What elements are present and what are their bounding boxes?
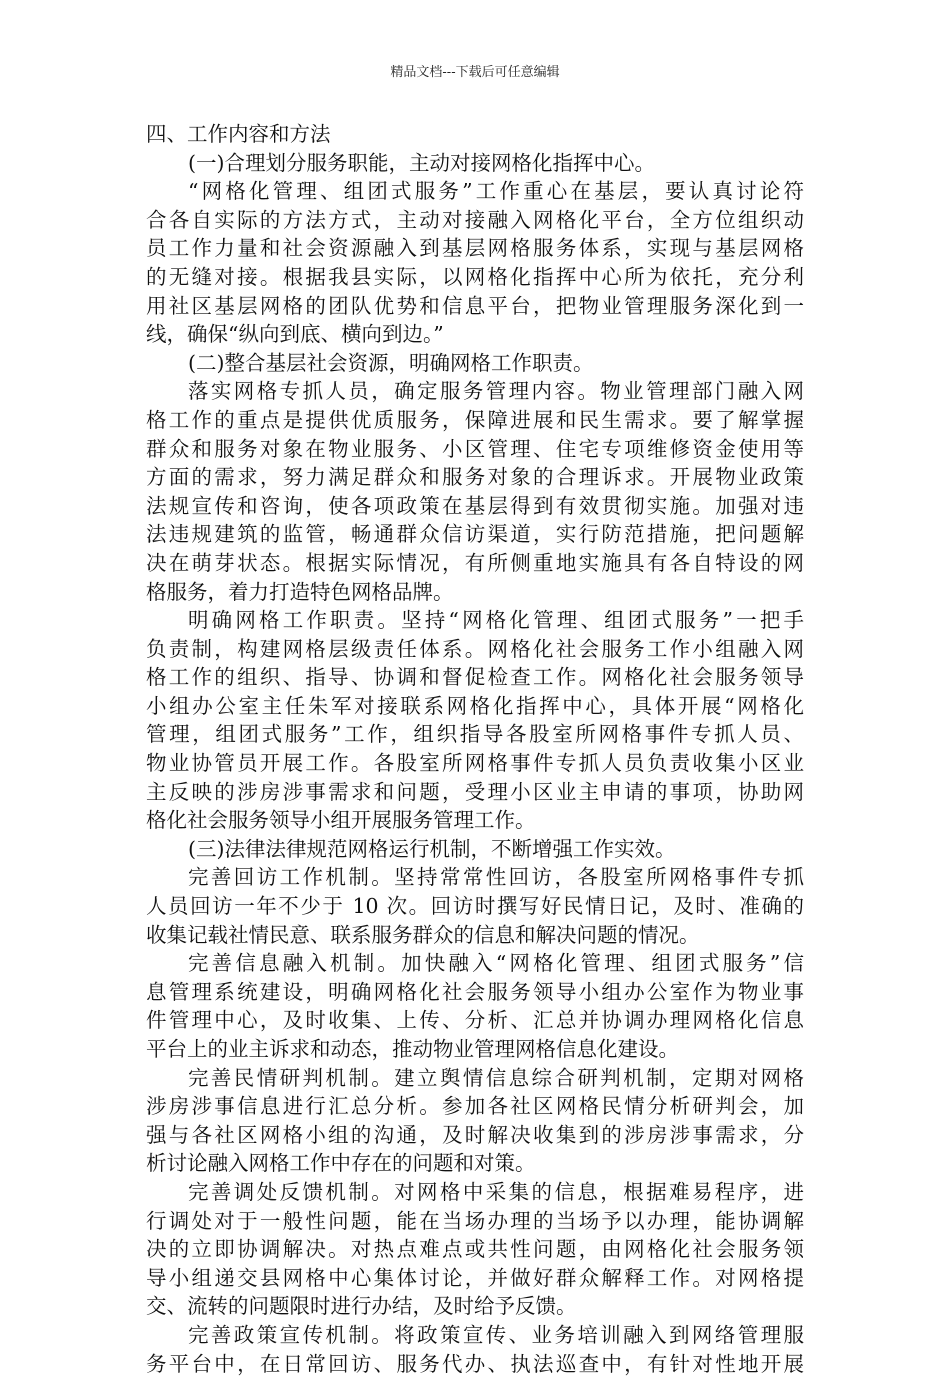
text-line: 交、流转的问题限时进行办结，及时给予反馈。 <box>146 1294 577 1319</box>
text-line: 格服务，着力打造特色网格品牌。 <box>146 579 454 604</box>
text-line: 行调处对于一般性问题，能在当场办理的当场予以办理，能协调解 <box>146 1208 804 1233</box>
text-line: 人员回访一年不少于 10 次。回访时撰写好民情日记，及时、准确的 <box>146 894 804 919</box>
text-line: 主反映的涉房涉事需求和问题，受理小区业主申请的事项，协助网 <box>146 779 804 804</box>
text-line: 用社区基层网格的团队优势和信息平台，把物业管理服务深化到一 <box>146 293 804 318</box>
page-header: 精品文档---下载后可任意编辑 <box>390 65 560 80</box>
text-line: 格工作的重点是提供优质服务，保障进展和民生需求。要了解掌握 <box>146 407 804 432</box>
text-line: 决在萌芽状态。根据实际情况，有所侧重地实施具有各自特设的网 <box>146 550 804 575</box>
text-line: 完善回访工作机制。坚持常常性回访，各股室所网格事件专抓 <box>188 865 804 890</box>
text-line: 息管理系统建设，明确网格化社会服务领导小组办公室作为物业事 <box>146 979 804 1004</box>
text-line: 四、工作内容和方法 <box>146 122 331 146</box>
text-line: (三)法律法律规范网格运行机制，不断增强工作实效。 <box>188 836 676 861</box>
document-body <box>146 120 804 1378</box>
text-line: 群众和服务对象在物业服务、小区管理、住宅专项维修资金使用等 <box>146 436 804 461</box>
text-line: 负责制，构建网格层级责任体系。网格化社会服务工作小组融入网 <box>146 636 804 661</box>
text-line: 完善政策宣传机制。将政策宣传、业务培训融入到网络管理服 <box>188 1322 804 1347</box>
text-line: 格化社会服务领导小组开展服务管理工作。 <box>146 808 536 833</box>
text-line: 平台上的业主诉求和动态，推动物业管理网格信息化建设。 <box>146 1037 679 1061</box>
text-line: 导小组递交县网格中心集体讨论，并做好群众解释工作。对网格提 <box>146 1265 804 1290</box>
text-line: (一)合理划分服务职能，主动对接网格化指挥中心。 <box>188 150 655 175</box>
text-line: 涉房涉事信息进行汇总分析。参加各社区网格民情分析研判会，加 <box>146 1094 804 1119</box>
text-line: 法违规建筑的监管，畅通群众信访渠道，实行防范措施，把问题解 <box>146 522 804 547</box>
text-line: 完善信息融入机制。加快融入“网格化管理、组团式服务”信 <box>188 951 804 976</box>
text-line: 件管理中心，及时收集、上传、分析、汇总并协调办理网格化信息 <box>146 1008 804 1033</box>
text-line: 小组办公室主任朱军对接联系网格化指挥中心，具体开展“网格化 <box>146 693 804 718</box>
text-line: 员工作力量和社会资源融入到基层网格服务体系，实现与基层网格 <box>146 236 804 261</box>
text-line: 物业协管员开展工作。各股室所网格事件专抓人员负责收集小区业 <box>146 751 804 776</box>
text-line: 的无缝对接。根据我县实际，以网格化指挥中心所为依托，充分利 <box>146 264 804 289</box>
text-line: 合各自实际的方法方式，主动对接融入网格化平台，全方位组织动 <box>146 207 804 232</box>
text-line: 强与各社区网格小组的沟通，及时解决收集到的涉房涉事需求，分 <box>146 1122 804 1147</box>
text-line: 线，确保“纵向到底、横向到边。” <box>146 322 444 347</box>
text-line: 完善调处反馈机制。对网格中采集的信息，根据难易程序，进 <box>188 1179 804 1204</box>
text-line: 法规宣传和咨询，使各项政策在基层得到有效贯彻实施。加强对违 <box>146 493 804 518</box>
text-line: 完善民情研判机制。建立舆情信息综合研判机制，定期对网格 <box>188 1065 804 1090</box>
text-line: 务平台中，在日常回访、服务代办、执法巡查中，有针对性地开展 <box>146 1351 804 1376</box>
text-line: 析讨论融入网格工作中存在的问题和对策。 <box>146 1151 536 1176</box>
text-line: 管理，组团式服务”工作，组织指导各股室所网格事件专抓人员、 <box>146 722 804 747</box>
text-line: 落实网格专抓人员，确定服务管理内容。物业管理部门融入网 <box>188 379 804 404</box>
text-line: (二)整合基层社会资源，明确网格工作职责。 <box>188 350 594 375</box>
text-line: 方面的需求，努力满足群众和服务对象的合理诉求。开展物业政策 <box>146 465 804 490</box>
text-line: 明确网格工作职责。坚持“网格化管理、组团式服务”一把手 <box>188 608 804 633</box>
text-line: 决的立即协调解决。对热点难点或共性问题，由网格化社会服务领 <box>146 1237 804 1262</box>
text-line: “网格化管理、组团式服务”工作重心在基层，要认真讨论符 <box>188 179 804 204</box>
text-line: 收集记载社情民意、联系服务群众的信息和解决问题的情况。 <box>146 922 700 947</box>
text-line: 格工作的组织、指导、协调和督促检查工作。网格化社会服务领导 <box>146 665 804 690</box>
